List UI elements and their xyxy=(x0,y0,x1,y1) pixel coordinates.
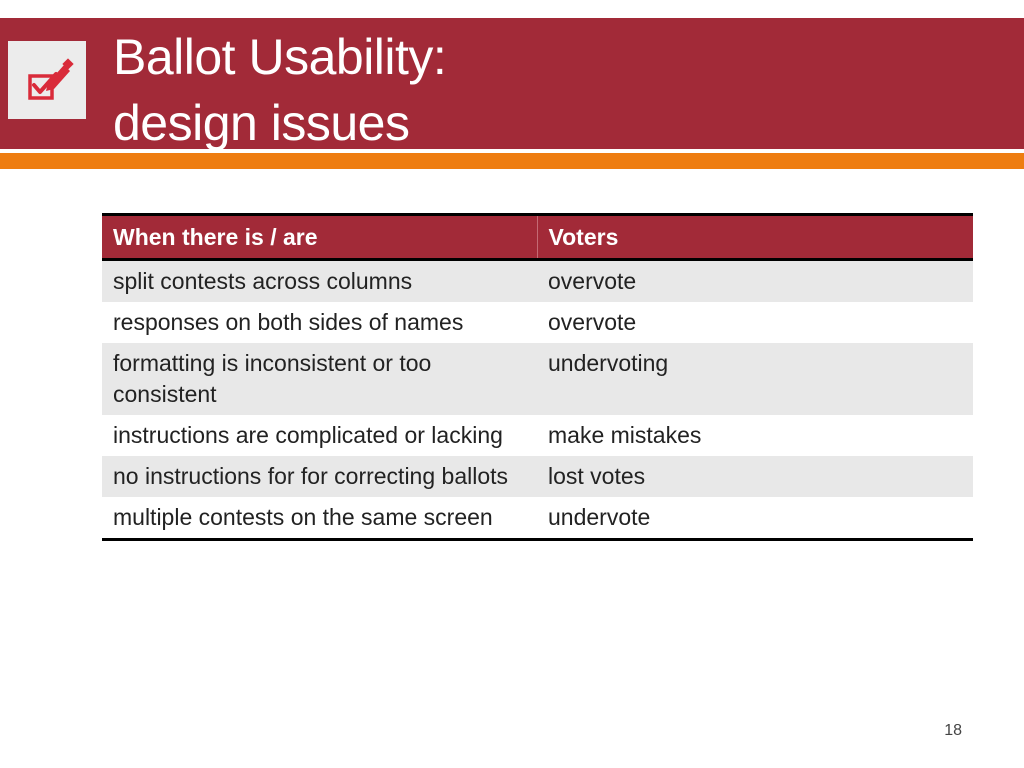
table-cell-outcome: undervote xyxy=(548,504,651,530)
table-cell-condition: formatting is inconsistent or too consistent xyxy=(102,343,537,415)
design-issues-table xyxy=(102,213,973,541)
table-cell-outcome: lost votes xyxy=(537,456,973,497)
slide-title-line-2: design issues xyxy=(113,95,410,151)
column-header-condition: When there is / are xyxy=(102,215,537,260)
table-cell-outcome: make mistakes xyxy=(548,422,702,448)
table-row xyxy=(102,302,973,343)
table-cell-outcome: overvote xyxy=(548,309,637,335)
slide-title-line-1: Ballot Usability: xyxy=(113,29,447,85)
logo-badge xyxy=(8,41,86,119)
table-cell-outcome: overvote xyxy=(537,260,973,303)
table-cell-condition: no instructions for for correcting ballots xyxy=(102,456,537,497)
table-row xyxy=(102,456,973,497)
page-number: 18 xyxy=(944,722,962,739)
table-row xyxy=(102,343,973,415)
table-cell-outcome: undervoting xyxy=(537,343,973,415)
table-cell-condition: split contests across columns xyxy=(102,260,537,303)
table-row xyxy=(102,497,973,540)
slide-title xyxy=(113,24,446,156)
edit-checkbox-icon xyxy=(8,41,86,119)
table-row xyxy=(102,415,973,456)
table-cell-condition: multiple contests on the same screen xyxy=(113,504,493,530)
table-header-row xyxy=(102,215,973,260)
table-row xyxy=(102,260,973,303)
column-header-voters: Voters xyxy=(537,215,973,260)
table-cell-condition: instructions are complicated or lacking xyxy=(113,422,503,448)
table-cell-condition: responses on both sides of names xyxy=(113,309,464,335)
